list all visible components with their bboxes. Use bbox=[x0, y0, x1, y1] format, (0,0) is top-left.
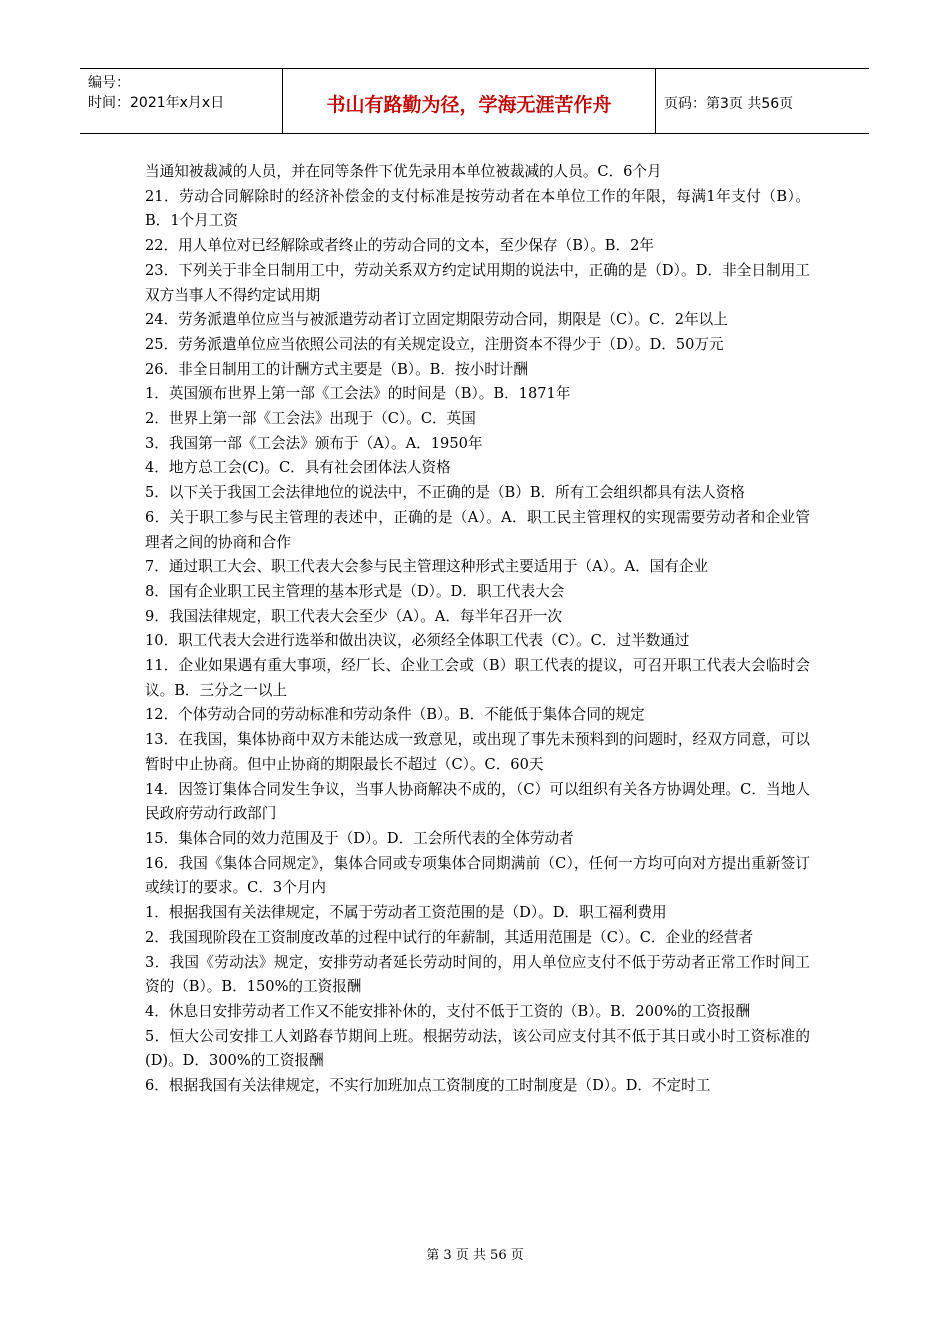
paragraph: 11．企业如果遇有重大事项，经厂长、企业工会或（B）职工代表的提议，可召开职工代表大会临时会议。B．三分之一以上 bbox=[145, 657, 810, 699]
paragraph: 15．集体合同的效力范围及于（D）。D．工会所代表的全体劳动者 bbox=[145, 829, 574, 847]
paragraph: 3．我国《劳动法》规定，安排劳动者延长劳动时间的，用人单位应支付不低于劳动者正常工作时间工资的（B）。B．150%的工资报酬 bbox=[145, 953, 810, 996]
paragraph: 10．职工代表大会进行选举和做出决议，必须经全体职工代表（C）。C．过半数通过 bbox=[145, 632, 690, 650]
header-page-number: 页码：第3页 共56页 bbox=[664, 96, 794, 112]
paragraph: 23．下列关于非全日制用工中，劳动关系双方约定试用期的说法中，正确的是（D）。D．非全日制用工双方当事人不得约定试用期 bbox=[145, 261, 810, 304]
paragraph: 5．以下关于我国工会法律地位的说法中，不正确的是（B）B．所有工会组织都具有法人资格 bbox=[145, 484, 745, 502]
paragraph: 16．我国《集体合同规定》，集体合同或专项集体合同期满前（C），任何一方均可向对方提出重新签订或续订的要求。C．3个月内 bbox=[145, 854, 810, 897]
paragraph: 1．英国颁布世界上第一部《工会法》的时间是（B）。B．1871年 bbox=[145, 385, 571, 403]
header-motto: 书山有路勤为径，学海无涯苦作舟 bbox=[283, 69, 656, 133]
page-header bbox=[80, 68, 869, 134]
paragraph: 24．劳务派遣单位应当与被派遣劳动者订立固定期限劳动合同，期限是（C）。C．2年以上 bbox=[145, 311, 728, 329]
paragraph: 1．根据我国有关法律规定，不属于劳动者工资范围的是（D）。D．职工福利费用 bbox=[145, 904, 667, 922]
header-meta bbox=[80, 69, 283, 133]
paragraph: 4．休息日安排劳动者工作又不能安排补休的，支付不低于工资的（B）。B．200%的工资报酬 bbox=[145, 1002, 751, 1020]
paragraph: 7．通过职工大会、职工代表大会参与民主管理这种形式主要适用于（A）。A．国有企业 bbox=[145, 558, 709, 576]
paragraph: 6．关于职工参与民主管理的表述中，正确的是（A）。A．职工民主管理权的实现需要劳动者和企业管理者之间的协商和合作 bbox=[145, 508, 810, 551]
paragraph: 9．我国法律规定，职工代表大会至少（A）。A．每半年召开一次 bbox=[145, 607, 563, 625]
paragraph: 4．地方总工会(C)。C．具有社会团体法人资格 bbox=[145, 459, 451, 477]
paragraph: 2．我国现阶段在工资制度改革的过程中试行的年薪制，其适用范围是（C）。C．企业的经营者 bbox=[145, 928, 754, 946]
page-footer: 第 3 页 共 56 页 bbox=[426, 1248, 524, 1263]
paragraph: 14．因签订集体合同发生争议，当事人协商解决不成的，（C）可以组织有关各方协调处理。C．当地人民政府劳动行政部门 bbox=[145, 780, 810, 823]
paragraph: 26．非全日制用工的计酬方式主要是（B）。B．按小时计酬 bbox=[145, 360, 528, 378]
paragraph: 3．我国第一部《工会法》颁布于（A）。A．1950年 bbox=[145, 434, 483, 452]
date-label: 时间：2021年x月x日 bbox=[88, 95, 225, 111]
paragraph: 12．个体劳动合同的劳动标准和劳动条件（B）。B．不能低于集体合同的规定 bbox=[145, 706, 645, 724]
paragraph: 2．世界上第一部《工会法》出现于（C）。C．英国 bbox=[145, 410, 476, 428]
number-label: 编号： bbox=[88, 75, 130, 91]
paragraph: 22．用人单位对已经解除或者终止的劳动合同的文本，至少保存（B）。B．2年 bbox=[145, 237, 655, 255]
paragraph: 5．恒大公司安排工人刘路春节期间上班。根据劳动法，该公司应支付其不低于其日或小时工资标准的 (D)。D．300%的工资报酬 bbox=[145, 1027, 810, 1070]
paragraph: 13．在我国，集体协商中双方未能达成一致意见，或出现了事先未预料到的问题时，经双方同意，可以暂时中止协商。但中止协商的期限最长不超过（C）。C．60天 bbox=[145, 731, 810, 773]
paragraph: 当通知被裁减的人员，并在同等条件下优先录用本单位被裁减的人员。C．6个月 bbox=[145, 163, 662, 180]
paragraph: 8．国有企业职工民主管理的基本形式是（D）。D．职工代表大会 bbox=[145, 582, 565, 600]
document-body bbox=[145, 160, 810, 1099]
paragraph: 21．劳动合同解除时的经济补偿金的支付标准是按劳动者在本单位工作的年限，每满1年支付（B）。B．1个月工资 bbox=[145, 187, 810, 230]
paragraph: 6．根据我国有关法律规定，不实行加班加点工资制度的工时制度是（D）。D．不定时工 bbox=[145, 1077, 711, 1095]
paragraph: 25．劳务派遣单位应当依照公司法的有关规定设立，注册资本不得少于（D）。D．50万元 bbox=[145, 335, 724, 353]
